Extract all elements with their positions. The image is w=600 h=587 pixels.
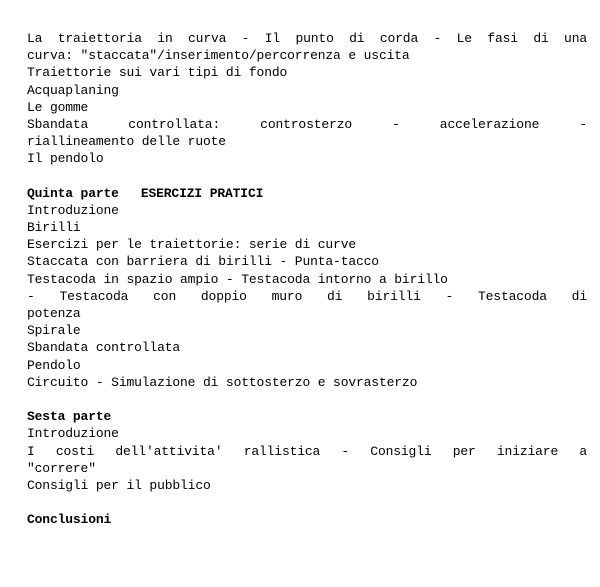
- toc-line: Pendolo: [27, 357, 81, 373]
- toc-line: curva: "staccata"/inserimento/percorrenza e uscita: [27, 48, 410, 64]
- toc-line: Il pendolo: [27, 151, 104, 167]
- toc-line: Testacoda in spazio ampio - Testacoda intorno a birillo: [27, 271, 448, 287]
- table-of-contents: [27, 30, 587, 528]
- section-heading-fifth: [27, 185, 587, 202]
- toc-line: Consigli per il pubblico: [27, 477, 211, 493]
- toc-line: riallineamento delle ruote: [27, 134, 226, 150]
- spacer: [27, 391, 587, 408]
- toc-line: Sbandata controllata: controsterzo - accelerazione -: [27, 116, 587, 132]
- toc-line: Introduzione: [27, 426, 119, 442]
- toc-line: Acquaplaning: [27, 82, 119, 98]
- toc-line: - Testacoda con doppio muro di birilli - Testacoda di: [27, 288, 587, 304]
- toc-line: "correre": [27, 460, 96, 476]
- toc-line: Le gomme: [27, 99, 89, 115]
- toc-line: Circuito - Simulazione di sottosterzo e sovrasterzo: [27, 374, 418, 390]
- toc-line: Staccata con barriera di birilli - Punta-tacco: [27, 254, 379, 270]
- section-title: ESERCIZI PRATICI: [140, 185, 264, 201]
- toc-line: I costi dell'attivita' rallistica - Consigli per iniziare a: [27, 443, 587, 459]
- toc-line: potenza: [27, 306, 81, 321]
- toc-line: Spirale: [27, 323, 81, 339]
- section-part-label: Quinta parte: [27, 185, 119, 201]
- toc-line: La traiettoria in curva - Il punto di corda - Le fasi di una: [27, 31, 587, 46]
- section-heading-sixth: Sesta parte: [27, 409, 112, 425]
- spacer: [27, 494, 587, 511]
- toc-line: Sbandata controllata: [27, 340, 181, 356]
- toc-line: Esercizi per le traiettorie: serie di curve: [27, 237, 357, 253]
- spacer: [27, 168, 587, 185]
- toc-line: Traiettorie sui vari tipi di fondo: [27, 65, 288, 81]
- section-heading-conclusion: Conclusioni: [27, 512, 112, 528]
- toc-line: Introduzione: [27, 202, 119, 218]
- toc-line: Birilli: [27, 220, 81, 236]
